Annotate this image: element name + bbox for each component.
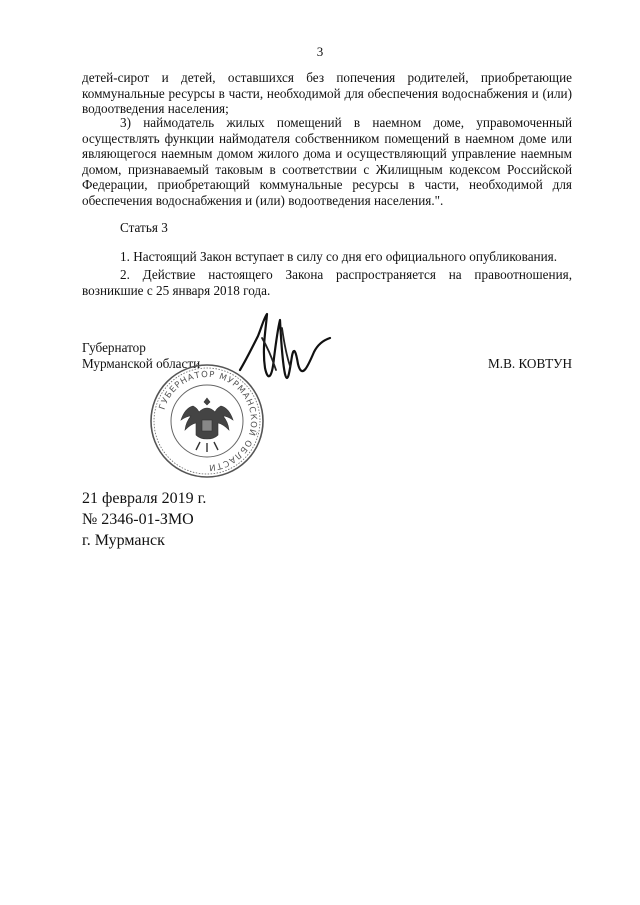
handwritten-signature bbox=[232, 308, 342, 398]
signing-date: 21 февраля 2019 г. bbox=[82, 490, 207, 507]
law-number: № 2346-01-ЗМО bbox=[82, 511, 194, 528]
signatory-title-line2: Мурманской области bbox=[82, 356, 201, 371]
signatory-title-line1: Губернатор bbox=[82, 340, 146, 355]
paragraph-continuation: детей-сирот и детей, оставшихся без попечения родителей, приобретающие коммунальные ресурсы в части, необходимой для обеспечения водоснабжения и (или) водоотведения населения; bbox=[82, 70, 572, 117]
page-number: 3 bbox=[316, 44, 324, 59]
article-clause-1: 1. Настоящий Закон вступает в силу со дня его официального опубликования. bbox=[120, 249, 558, 264]
paragraph-item-3: 3) наймодатель жилых помещений в наемном доме, управомоченный осуществлять функции наймодателя собственником помещений в наемном доме или являющегося наемным домом жилого дома и осуществляющий управление наемным домом, признаваемый таковым в соответствии с Жилищным кодексом Российской Федерации, приобретающий коммунальные ресурсы в части, необходимой для обеспечения водоснабжения и (или) водоотведения населения.". bbox=[82, 115, 572, 208]
signatory-name: М.В. КОВТУН bbox=[488, 356, 572, 371]
document-footer bbox=[82, 488, 206, 551]
signing-city: г. Мурманск bbox=[82, 532, 165, 549]
article-clause-2: 2. Действие настоящего Закона распространяется на правоотношения, возникшие с 25 января 2018 года. bbox=[82, 267, 572, 298]
article-heading: Статья 3 bbox=[120, 220, 168, 235]
seal-text: ГУБЕРНАТОР МУРМАНСКОЙ ОБЛАСТИ bbox=[157, 369, 259, 473]
